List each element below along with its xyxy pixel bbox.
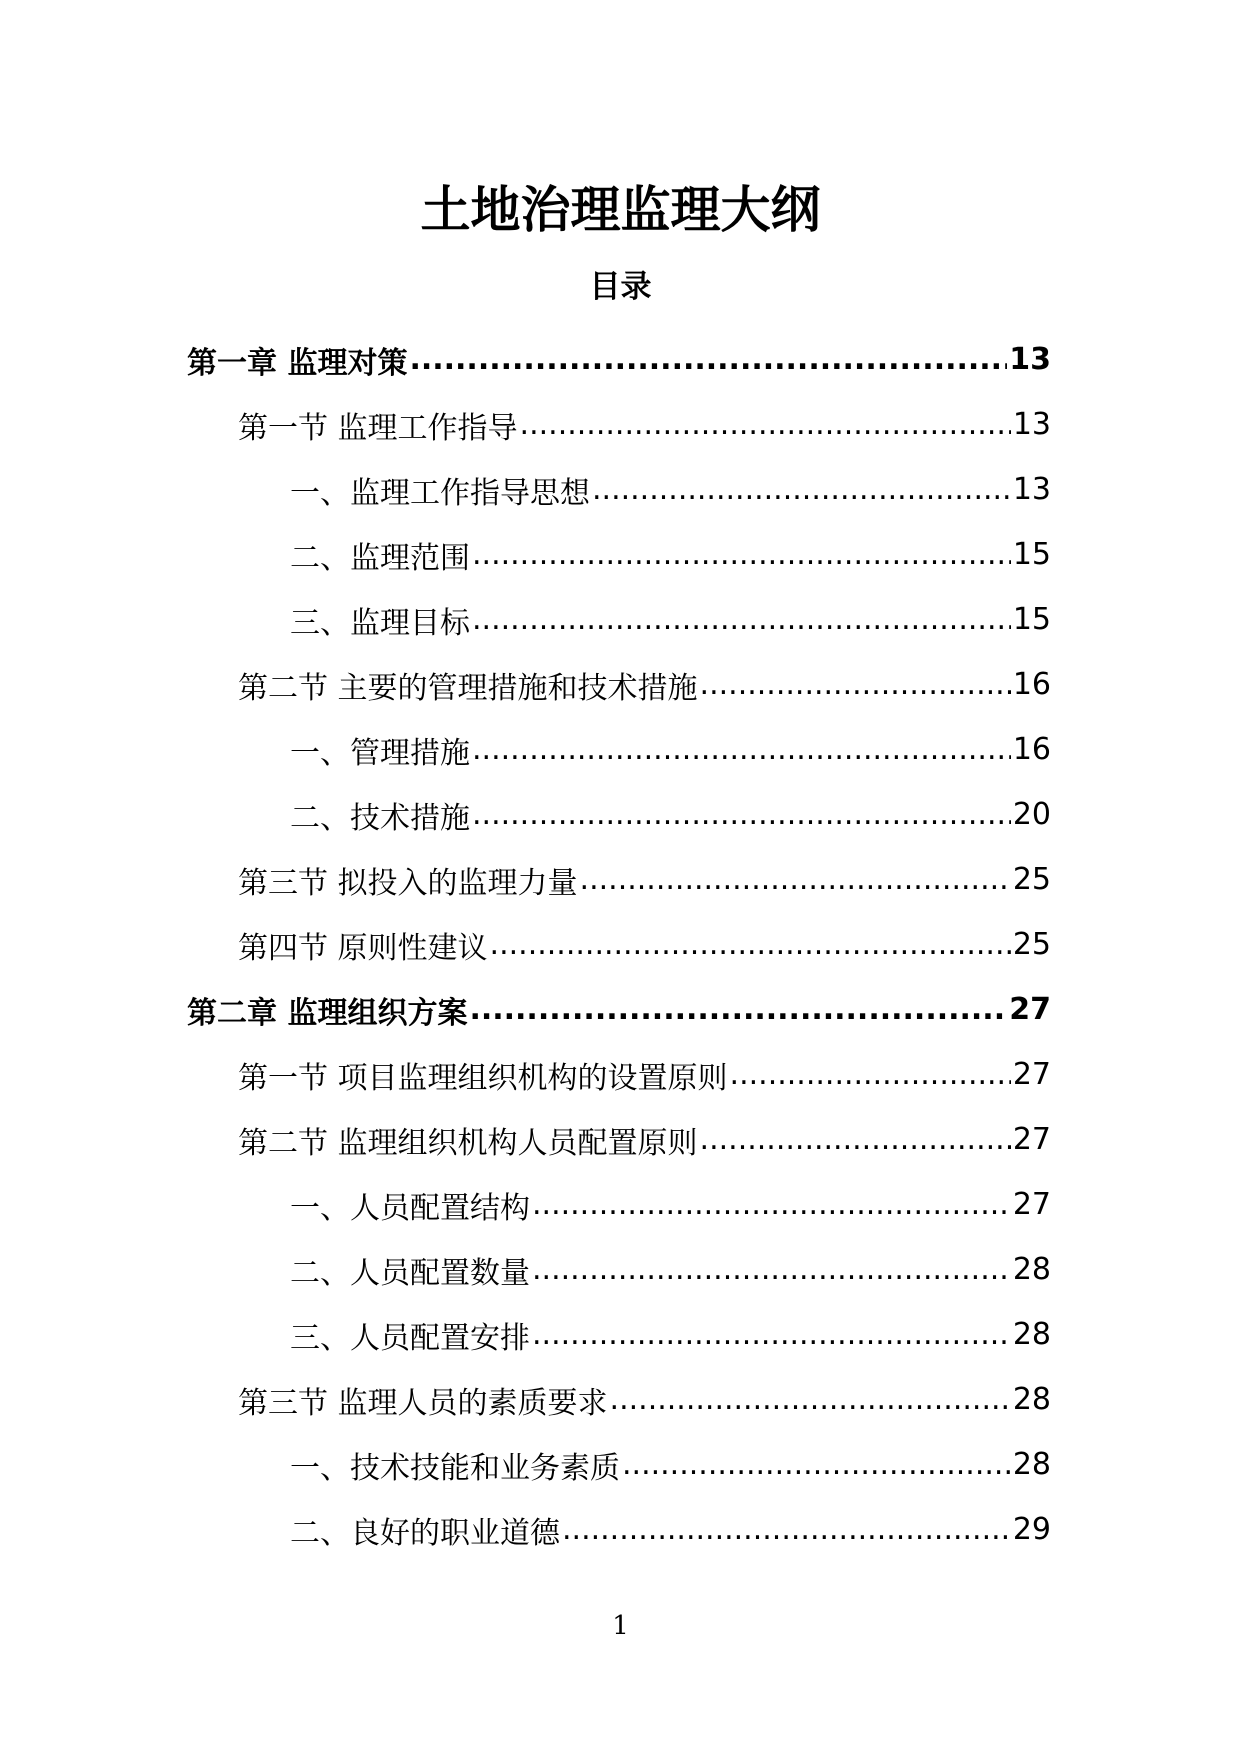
page-number: 1 <box>612 1611 629 1641</box>
toc-entry-section[interactable] <box>0 847 1241 912</box>
toc-entry-page: 25 <box>1012 927 1051 962</box>
toc-entry-section[interactable] <box>0 1107 1241 1172</box>
toc-entry-subsection[interactable] <box>0 1432 1241 1497</box>
toc-entry-label: 第一节 项目监理组织机构的设置原则 <box>238 1060 728 1096</box>
toc-dot-leader <box>532 1252 1011 1287</box>
toc-entry-label: 第一节 监理工作指导 <box>238 410 518 446</box>
toc-dot-leader <box>472 797 1011 832</box>
toc-entry-page: 27 <box>1012 1122 1051 1157</box>
toc-entry-page: 27 <box>1012 1057 1051 1092</box>
toc-dot-leader <box>562 1512 1011 1547</box>
toc-entry-label: 第二节 主要的管理措施和技术措施 <box>238 670 698 706</box>
toc-dot-leader <box>532 1317 1011 1352</box>
toc-dot-leader <box>700 667 1011 702</box>
toc-dot-leader <box>622 1447 1011 1482</box>
toc-entry-chapter-1[interactable] <box>0 327 1241 392</box>
toc-entry-label: 第四节 原则性建议 <box>238 930 488 966</box>
toc-dot-leader <box>592 472 1011 507</box>
toc-dot-leader <box>409 342 1007 377</box>
toc-dot-leader <box>520 407 1011 442</box>
toc-dot-leader <box>730 1057 1011 1092</box>
toc-dot-leader <box>532 1187 1011 1222</box>
toc-entry-page: 27 <box>1009 992 1051 1027</box>
toc-entry-page: 15 <box>1012 602 1051 637</box>
toc-entry-label: 三、监理目标 <box>290 605 470 641</box>
toc-entry-label: 一、管理措施 <box>290 735 470 771</box>
toc-entry-label: 第三节 拟投入的监理力量 <box>238 865 578 901</box>
toc-entry-page: 20 <box>1012 797 1051 832</box>
toc-entry-label: 一、技术技能和业务素质 <box>290 1450 620 1486</box>
toc-dot-leader <box>472 732 1011 767</box>
toc-entry-page: 16 <box>1012 732 1051 767</box>
toc-entry-page: 13 <box>1012 407 1051 442</box>
toc-entry-label: 第二节 监理组织机构人员配置原则 <box>238 1125 698 1161</box>
toc-entry-label: 二、人员配置数量 <box>290 1255 530 1291</box>
toc-entry-section[interactable] <box>0 912 1241 977</box>
toc-entry-subsection[interactable] <box>0 717 1241 782</box>
toc-entry-label: 二、技术措施 <box>290 800 470 836</box>
toc-entry-label: 一、人员配置结构 <box>290 1190 530 1226</box>
toc-dot-leader <box>469 992 1007 1027</box>
toc-entry-page: 25 <box>1012 862 1051 897</box>
toc-entry-label: 二、良好的职业道德 <box>290 1515 560 1551</box>
toc-entry-label: 第二章 监理组织方案 <box>187 995 468 1031</box>
toc-dot-leader <box>610 1382 1011 1417</box>
toc-dot-leader <box>580 862 1011 897</box>
toc-entry-subsection[interactable] <box>0 457 1241 522</box>
toc-entry-subsection[interactable] <box>0 1237 1241 1302</box>
toc-dot-leader <box>490 927 1011 962</box>
table-of-contents <box>0 327 1241 1562</box>
toc-entry-page: 28 <box>1012 1447 1051 1482</box>
toc-heading: 目录 <box>589 269 652 305</box>
toc-entry-label: 二、监理范围 <box>290 540 470 576</box>
toc-entry-subsection[interactable] <box>0 782 1241 847</box>
toc-entry-label: 第一章 监理对策 <box>187 345 408 381</box>
toc-entry-subsection[interactable] <box>0 1497 1241 1562</box>
document-title: 土地治理监理大纲 <box>420 181 821 239</box>
toc-dot-leader <box>472 537 1011 572</box>
toc-entry-label: 一、监理工作指导思想 <box>290 475 590 511</box>
toc-entry-page: 28 <box>1012 1317 1051 1352</box>
toc-entry-section[interactable] <box>0 392 1241 457</box>
toc-entry-subsection[interactable] <box>0 587 1241 652</box>
toc-entry-section[interactable] <box>0 1042 1241 1107</box>
toc-entry-label: 三、人员配置安排 <box>290 1320 530 1356</box>
toc-entry-subsection[interactable] <box>0 1172 1241 1237</box>
toc-entry-subsection[interactable] <box>0 522 1241 587</box>
toc-dot-leader <box>472 602 1011 637</box>
toc-entry-page: 28 <box>1012 1252 1051 1287</box>
toc-entry-label: 第三节 监理人员的素质要求 <box>238 1385 608 1421</box>
toc-entry-page: 29 <box>1012 1512 1051 1547</box>
toc-entry-page: 16 <box>1012 667 1051 702</box>
toc-entry-section[interactable] <box>0 1367 1241 1432</box>
toc-entry-page: 15 <box>1012 537 1051 572</box>
toc-entry-page: 13 <box>1009 342 1051 377</box>
toc-entry-subsection[interactable] <box>0 1302 1241 1367</box>
toc-dot-leader <box>700 1122 1011 1157</box>
toc-entry-page: 28 <box>1012 1382 1051 1417</box>
toc-entry-page: 27 <box>1012 1187 1051 1222</box>
toc-entry-section[interactable] <box>0 652 1241 717</box>
toc-entry-chapter-2[interactable] <box>0 977 1241 1042</box>
toc-entry-page: 13 <box>1012 472 1051 507</box>
